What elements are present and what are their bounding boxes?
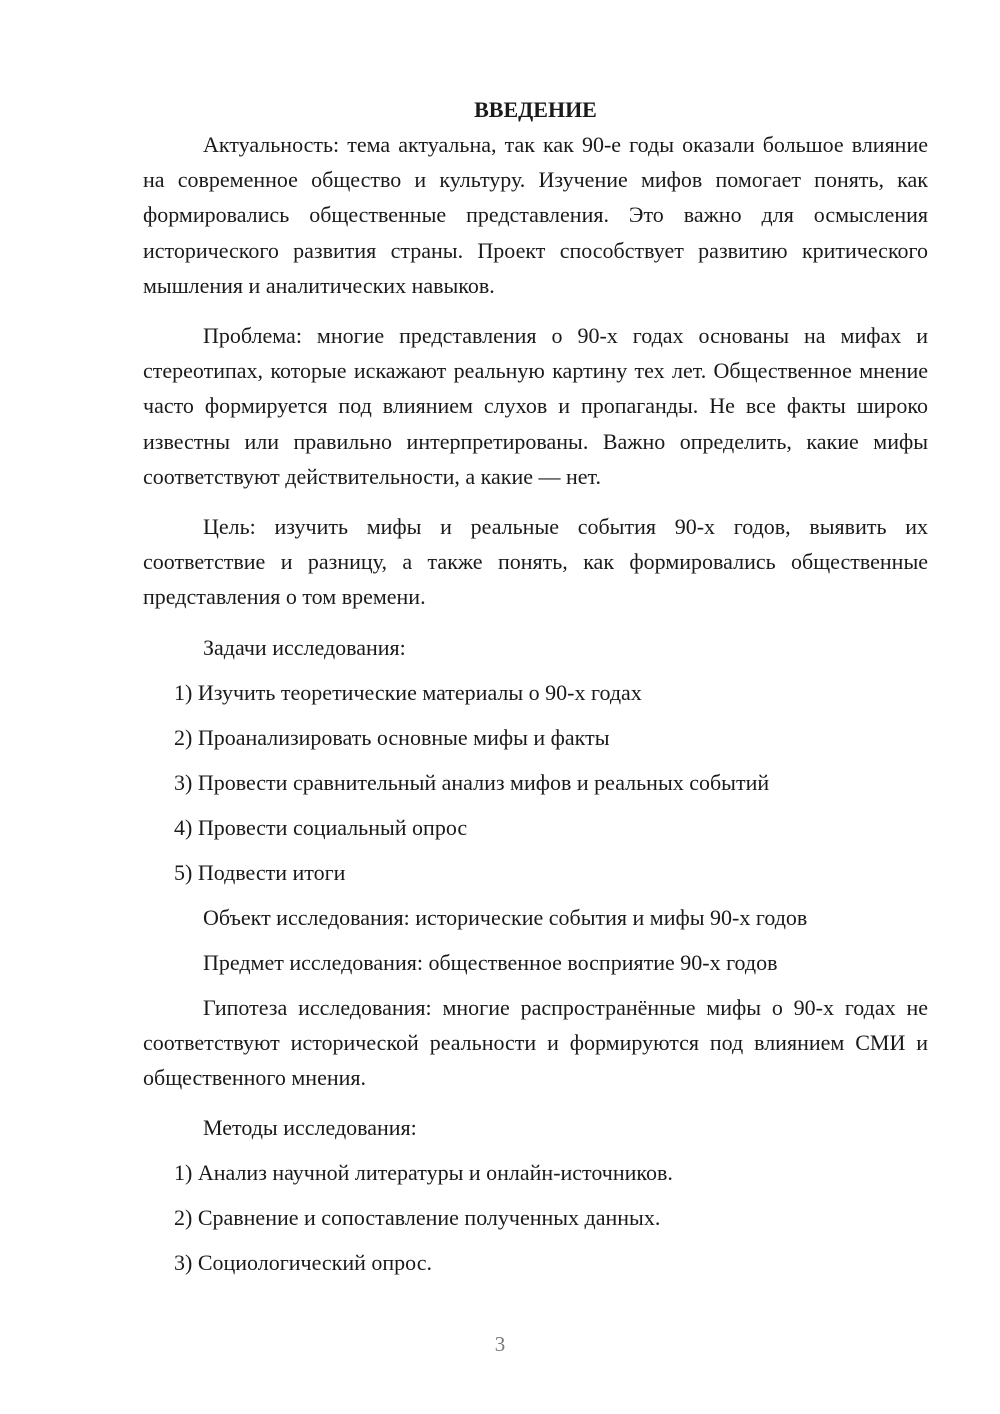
page-number: 3 [494,1332,506,1356]
document-page [143,92,928,1280]
goal-paragraph: Цель: изучить мифы и реальные события 90-х годов, выявить их соответствие и разницу, а также понять, как формировались общественные представления о том времени. [143,514,928,610]
method-item-3: 3) Социологический опрос. [174,1250,432,1276]
task-item-5: 5) Подвести итоги [174,859,346,885]
method-item-2: 2) Сравнение и сопоставление полученных данных. [174,1205,661,1231]
task-item-1: 1) Изучить теоретические материалы о 90-х годах [174,679,642,705]
section-heading: ВВЕДЕНИЕ [474,97,597,122]
research-subject: Предмет исследования: общественное восприятие 90-х годов [203,949,778,975]
task-item-2: 2) Проанализировать основные мифы и факты [174,724,610,750]
tasks-title: Задачи исследования: [203,634,406,660]
methods-title: Методы исследования: [203,1115,417,1141]
problem-paragraph: Проблема: многие представления о 90-х годах основаны на мифах и стереотипах, которые искажают реальную картину тех лет. Общественное мнение часто формируется под влиянием слухов и пропаганды. Не все факты широко известны или правильно интерпретированы. Важно определить, какие мифы соответствуют действительности, а какие — нет. [143,323,928,489]
actuality-paragraph: Актуальность: тема актуальна, так как 90-е годы оказали большое влияние на современное общество и культуру. Изучение мифов помогает понять, как формировались общественные представления. Это важно для осмысления исторического развития страны. Проект способствует развитию критического мышления и аналитических навыков. [143,132,928,298]
research-object: Объект исследования: исторические события и мифы 90-х годов [203,904,808,930]
hypothesis-paragraph: Гипотеза исследования: многие распространённые мифы о 90-х годах не соответствуют исторической реальности и формируются под влиянием СМИ и общественного мнения. [143,994,928,1091]
task-item-3: 3) Провести сравнительный анализ мифов и реальных событий [174,769,770,795]
task-item-4: 4) Провести социальный опрос [174,814,468,840]
method-item-1: 1) Анализ научной литературы и онлайн-источников. [174,1160,673,1186]
